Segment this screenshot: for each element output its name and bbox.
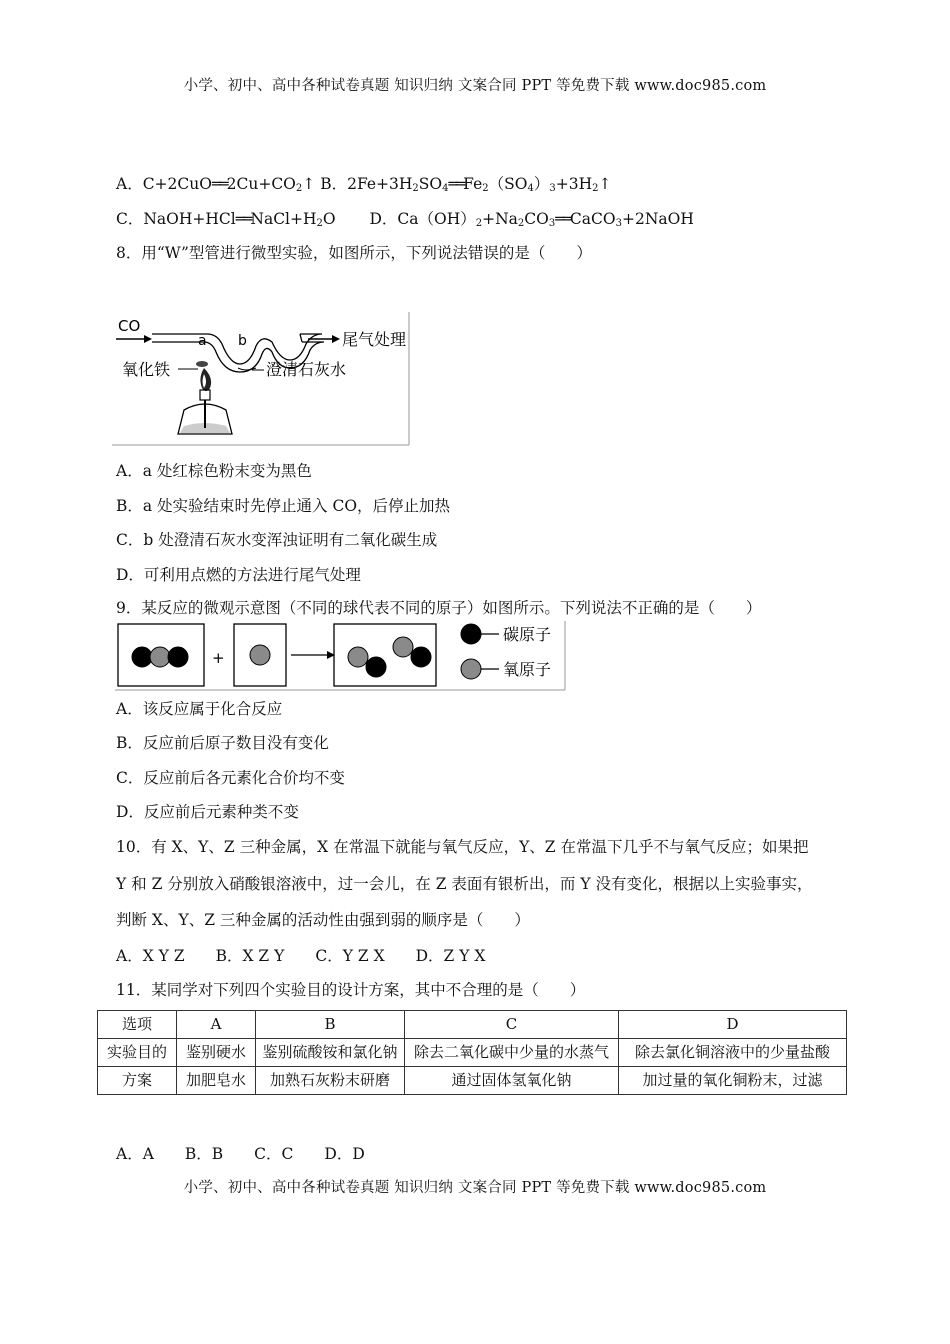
q8-option-a[interactable]: A．a 处红棕色粉末变为黑色 — [116, 462, 312, 480]
q7-option-c[interactable]: C．$NaOH+HCl══NaCl+H_2O$ — [116, 210, 336, 229]
iron-oxide-label: 氧化铁 — [122, 360, 171, 379]
table-cell: 加过量的氧化铜粉末，过滤 — [619, 1067, 847, 1095]
label-a: a — [198, 333, 207, 349]
table-row-plan — [98, 1067, 847, 1095]
q11-stem: 11．某同学对下列四个实验目的设计方案，其中不合理的是（ ） — [116, 981, 586, 999]
q7-options-ab — [116, 172, 611, 194]
carbon-atom — [366, 657, 386, 677]
table-cell: 通过固体氢氧化钠 — [405, 1067, 619, 1095]
table-cell: 除去二氧化碳中少量的水蒸气 — [405, 1039, 619, 1067]
w-tube-apparatus-figure — [112, 312, 410, 446]
tail-gas-label: 尾气处理 — [342, 330, 407, 349]
table-cell: B — [256, 1011, 405, 1039]
q11-options[interactable]: A．A B．B C．C D．D — [116, 1145, 365, 1163]
q9-option-c[interactable]: C．反应前后各元素化合价均不变 — [116, 769, 345, 787]
carbon-atom — [411, 647, 431, 667]
q8-option-b[interactable]: B．a 处实验结束时先停止通入 CO，后停止加热 — [116, 497, 451, 515]
table-header-row — [98, 1011, 847, 1039]
page-footer: 小学、初中、高中各种试卷真题 知识归纳 文案合同 PPT 等免费下载 www.doc985.com — [183, 1180, 767, 1196]
q7-options-cd — [116, 207, 694, 229]
table-cell: 实验目的 — [98, 1039, 177, 1067]
legend-oxygen-label: 氧原子 — [503, 660, 552, 679]
table-cell: 鉴别硫酸铵和氯化钠 — [256, 1039, 405, 1067]
lamp-wick — [200, 390, 210, 400]
oxygen-atom — [150, 647, 170, 667]
table-cell: 方案 — [98, 1067, 177, 1095]
table-cell: D — [619, 1011, 847, 1039]
carbon-atom — [132, 647, 152, 667]
limewater-label: 澄清石灰水 — [266, 360, 347, 379]
table-row-purpose — [98, 1039, 847, 1067]
q10-stem-line-2: Y 和 Z 分别放入硝酸银溶液中，过一会儿，在 Z 表面有银析出，而 Y 没有变化，根据以上实验事实， — [116, 875, 813, 893]
co-label: CO — [118, 317, 141, 335]
table-cell: 加熟石灰粉末研磨 — [256, 1067, 405, 1095]
carbon-atom — [168, 647, 188, 667]
q9-stem: 9．某反应的微观示意图（不同的球代表不同的原子）如图所示。下列说法不正确的是（ ） — [116, 599, 762, 617]
table-cell: C — [405, 1011, 619, 1039]
legend-carbon-icon — [461, 624, 481, 644]
table-cell: 选项 — [98, 1011, 177, 1039]
q8-option-c[interactable]: C．b 处澄清石灰水变浑浊证明有二氧化碳生成 — [116, 531, 438, 549]
q9-option-d[interactable]: D．反应前后元素种类不变 — [116, 803, 299, 821]
legend-oxygen-icon — [461, 659, 481, 679]
q9-option-b[interactable]: B．反应前后原子数目没有变化 — [116, 734, 329, 752]
q7-option-b[interactable]: B．$2Fe+3H_2SO_4══Fe_2(SO_4)_3+3H_2↑$ — [320, 175, 612, 194]
oxygen-atom — [250, 645, 270, 665]
oxygen-atom — [393, 637, 413, 657]
reaction-micro-diagram — [115, 621, 567, 691]
q10-stem-line-1: 10．有 X、Y、Z 三种金属，X 在常温下就能与氧气反应，Y、Z 在常温下几乎不与氧气反应；如果把 — [116, 838, 809, 856]
table-cell: A — [177, 1011, 256, 1039]
table-cell: 鉴别硬水 — [177, 1039, 256, 1067]
legend-carbon-label: 碳原子 — [503, 625, 552, 644]
label-b: b — [238, 333, 247, 349]
q7-option-a[interactable]: A．$C+2CuO══2Cu+CO_2↑$ — [116, 175, 316, 194]
q8-option-d[interactable]: D．可利用点燃的方法进行尾气处理 — [116, 566, 361, 584]
q7-option-d[interactable]: D．$Ca(OH)_2+Na_2CO_3══CaCO_3+2NaOH$ — [369, 210, 694, 229]
oxygen-atom — [348, 647, 368, 667]
q10-options[interactable]: A．X Y Z B．X Z Y C．Y Z X D．Z Y X — [116, 947, 486, 965]
q9-option-a[interactable]: A．该反应属于化合反应 — [116, 700, 283, 718]
page-header: 小学、初中、高中各种试卷真题 知识归纳 文案合同 PPT 等免费下载 www.doc985.com — [183, 78, 767, 94]
table-cell: 除去氯化铜溶液中的少量盐酸 — [619, 1039, 847, 1067]
q11-options-table — [97, 1010, 847, 1095]
q8-stem: 8．用“W”型管进行微型实验，如图所示，下列说法错误的是（ ） — [116, 244, 592, 262]
plus-sign: + — [212, 649, 225, 667]
q10-stem-line-3: 判断 X、Y、Z 三种金属的活动性由强到弱的顺序是（ ） — [116, 911, 530, 929]
iron-oxide-powder — [196, 361, 208, 367]
table-cell: 加肥皂水 — [177, 1067, 256, 1095]
